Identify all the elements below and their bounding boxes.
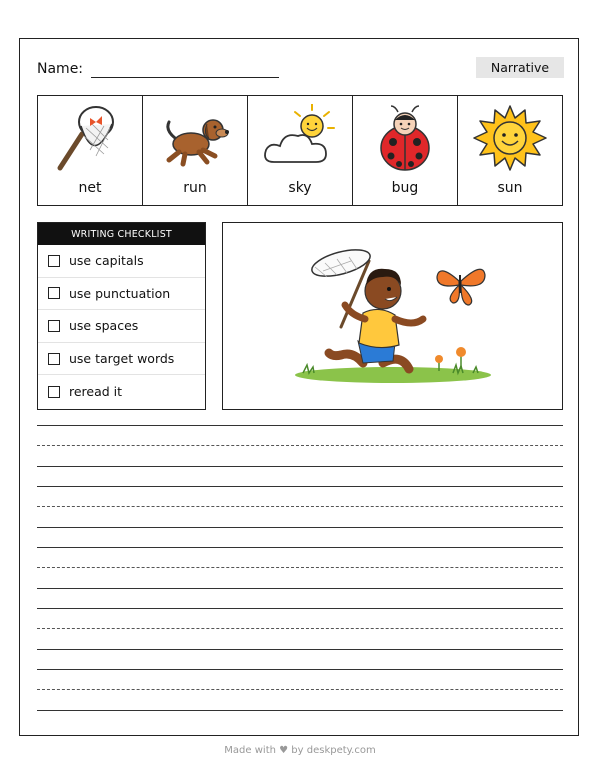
sun-icon [470, 104, 550, 176]
word-label: net [78, 180, 102, 196]
heart-icon: ♥ [279, 745, 289, 756]
footer-credit [0, 745, 600, 756]
checkbox[interactable] [48, 386, 60, 398]
word-label: run [183, 180, 207, 196]
writing-guide-line [37, 506, 563, 507]
ladybug-icon [365, 104, 445, 176]
checklist-title: WRITING CHECKLIST [38, 223, 205, 245]
word-card-run [143, 96, 248, 205]
name-label: Name: [37, 61, 84, 77]
checklist-item[interactable] [38, 245, 205, 278]
checklist-item[interactable] [38, 278, 205, 311]
writing-line [37, 608, 563, 609]
checklist-item[interactable] [38, 310, 205, 343]
story-picture [222, 222, 563, 410]
word-card-net [38, 96, 143, 205]
checkbox[interactable] [48, 320, 60, 332]
writing-checklist [37, 222, 206, 410]
checklist-item[interactable] [38, 375, 205, 408]
word-card-sky [248, 96, 353, 205]
checklist-item-label: use spaces [69, 318, 139, 334]
writing-guide-line [37, 445, 563, 446]
writing-line [37, 547, 563, 548]
checkbox[interactable] [48, 287, 60, 299]
checkbox[interactable] [48, 353, 60, 365]
writing-line [37, 588, 563, 589]
checklist-item-label: use capitals [69, 253, 144, 269]
writing-line [37, 527, 563, 528]
word-bank [37, 95, 563, 206]
checkbox[interactable] [48, 255, 60, 267]
checklist-item[interactable] [38, 343, 205, 376]
writing-line [37, 466, 563, 467]
writing-guide-line [37, 567, 563, 568]
footer-by: by deskpety.com [291, 745, 376, 756]
word-card-sun [458, 96, 562, 205]
checklist-item-label: reread it [69, 384, 123, 400]
footer-made-with: Made with [224, 745, 276, 756]
writing-guide-line [37, 689, 563, 690]
name-field[interactable] [91, 77, 279, 78]
writing-line [37, 486, 563, 487]
cloud-sun-icon [260, 104, 340, 176]
worksheet [19, 38, 579, 736]
word-label: sun [497, 180, 523, 196]
word-label: bug [391, 180, 419, 196]
writing-guide-line [37, 628, 563, 629]
checklist-item-label: use punctuation [69, 285, 171, 301]
writing-line [37, 669, 563, 670]
checklist-item-label: use target words [69, 351, 175, 367]
writing-line [37, 710, 563, 711]
writing-line [37, 649, 563, 650]
word-label: sky [288, 180, 312, 196]
butterfly-net-icon [50, 104, 130, 176]
running-dog-icon [155, 104, 235, 176]
word-card-bug [353, 96, 458, 205]
genre-badge: Narrative [476, 57, 564, 78]
boy-chasing-butterfly-illustration [223, 223, 561, 408]
writing-line [37, 425, 563, 426]
